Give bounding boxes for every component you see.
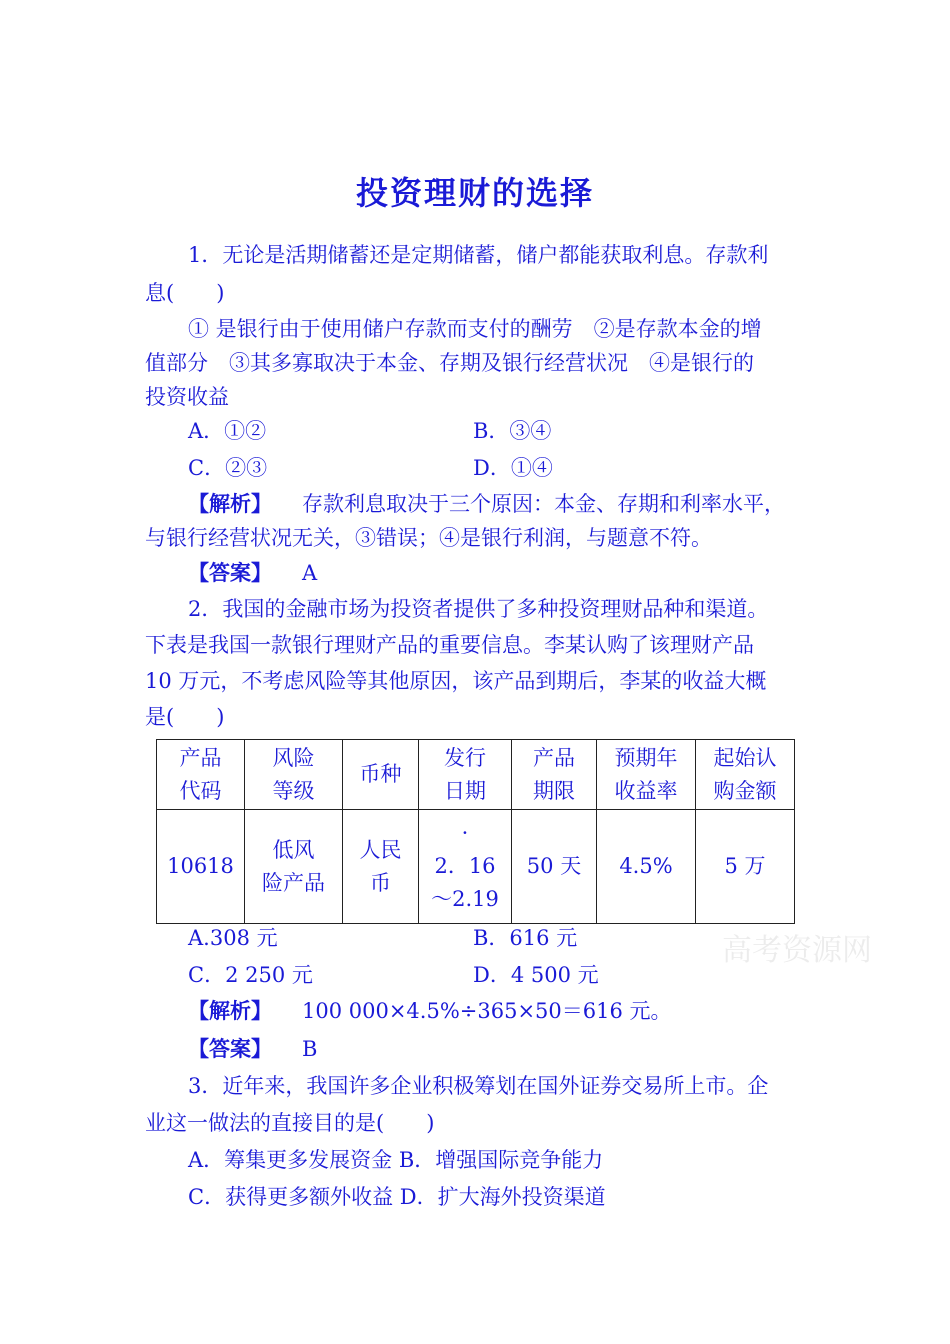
q1-stem-line1: 1．无论是活期储蓄还是定期储蓄，储户都能获取利息。存款利 [188,243,769,267]
q1-analysis [188,491,785,517]
cell-issue-date: · 2．16 ～2.19 [419,810,512,924]
q2-answer [188,1036,317,1062]
q2-choice-a: A.308 元 [188,926,278,950]
q2-choice-b: B．616 元 [473,926,578,950]
table-row [157,810,795,924]
q1-option-line1: ① 是银行由于使用储户存款而支付的酬劳 ②是存款本金的增 [188,317,762,341]
q3-choices-ab: A．筹集更多发展资金 B．增强国际竞争能力 [188,1148,604,1172]
product-info-table [156,739,795,924]
cell-term: 50 天 [512,810,597,924]
header-expected-yield: 预期年 收益率 [597,740,696,810]
q1-analysis-line2: 与银行经营状况无关，③错误；④是银行利润，与题意不符。 [145,526,712,550]
q2-stem-line1: 2．我国的金融市场为投资者提供了多种投资理财品种和渠道。 [188,597,769,621]
q1-choice-c: C．②③ [188,456,268,480]
q1-choice-b: B．③④ [473,419,552,443]
q1-option-line2: 值部分 ③其多寡取决于本金、存期及银行经营状况 ④是银行的 [145,351,754,375]
q1-answer [188,560,317,586]
q2-analysis-tag: 【解析】 [188,998,272,1023]
q2-choice-c: C．2 250 元 [188,963,313,987]
q1-choice-d: D．①④ [473,456,553,480]
q1-answer-value: A [302,561,318,585]
q2-answer-value: B [302,1037,318,1061]
q2-stem-line3: 10 万元，不考虑风险等其他原因，该产品到期后，李某的收益大概 [145,669,767,693]
q2-stem-line4: 是( ) [145,705,225,729]
header-term: 产品 期限 [512,740,597,810]
q3-choices-cd: C．获得更多额外收益 D．扩大海外投资渠道 [188,1185,606,1209]
watermark: 高考资源网 [722,933,872,968]
header-risk-level: 风险 等级 [245,740,343,810]
q1-analysis-tag: 【解析】 [188,491,272,516]
q2-choice-d: D．4 500 元 [473,963,599,987]
cell-product-code: 10618 [157,810,245,924]
header-issue-date: 发行 日期 [419,740,512,810]
header-currency: 币种 [343,740,419,810]
q3-stem-line2: 业这一做法的直接目的是( ) [145,1111,435,1135]
cell-currency: 人民 币 [343,810,419,924]
header-product-code: 产品 代码 [157,740,245,810]
table-header-row [157,740,795,810]
q2-analysis-text: 100 000×4.5%÷365×50＝616 元。 [302,999,672,1023]
document-title: 投资理财的选择 [355,174,594,212]
q1-stem-line2: 息( ) [145,281,225,305]
q2-stem-line2: 下表是我国一款银行理财产品的重要信息。李某认购了该理财产品 [145,633,754,657]
q2-analysis [188,998,672,1024]
q1-option-line3: 投资收益 [145,385,229,409]
q1-answer-tag: 【答案】 [188,560,272,585]
cell-risk-level: 低风 险产品 [245,810,343,924]
q2-answer-tag: 【答案】 [188,1036,272,1061]
q1-analysis-text: 存款利息取决于三个原因：本金、存期和利率水平， [302,492,785,516]
q3-stem-line1: 3．近年来，我国许多企业积极筹划在国外证券交易所上市。企 [188,1074,769,1098]
q1-choice-a: A．①② [188,419,267,443]
cell-min-amount: 5 万 [696,810,795,924]
header-min-amount: 起始认 购金额 [696,740,795,810]
cell-expected-yield: 4.5% [597,810,696,924]
